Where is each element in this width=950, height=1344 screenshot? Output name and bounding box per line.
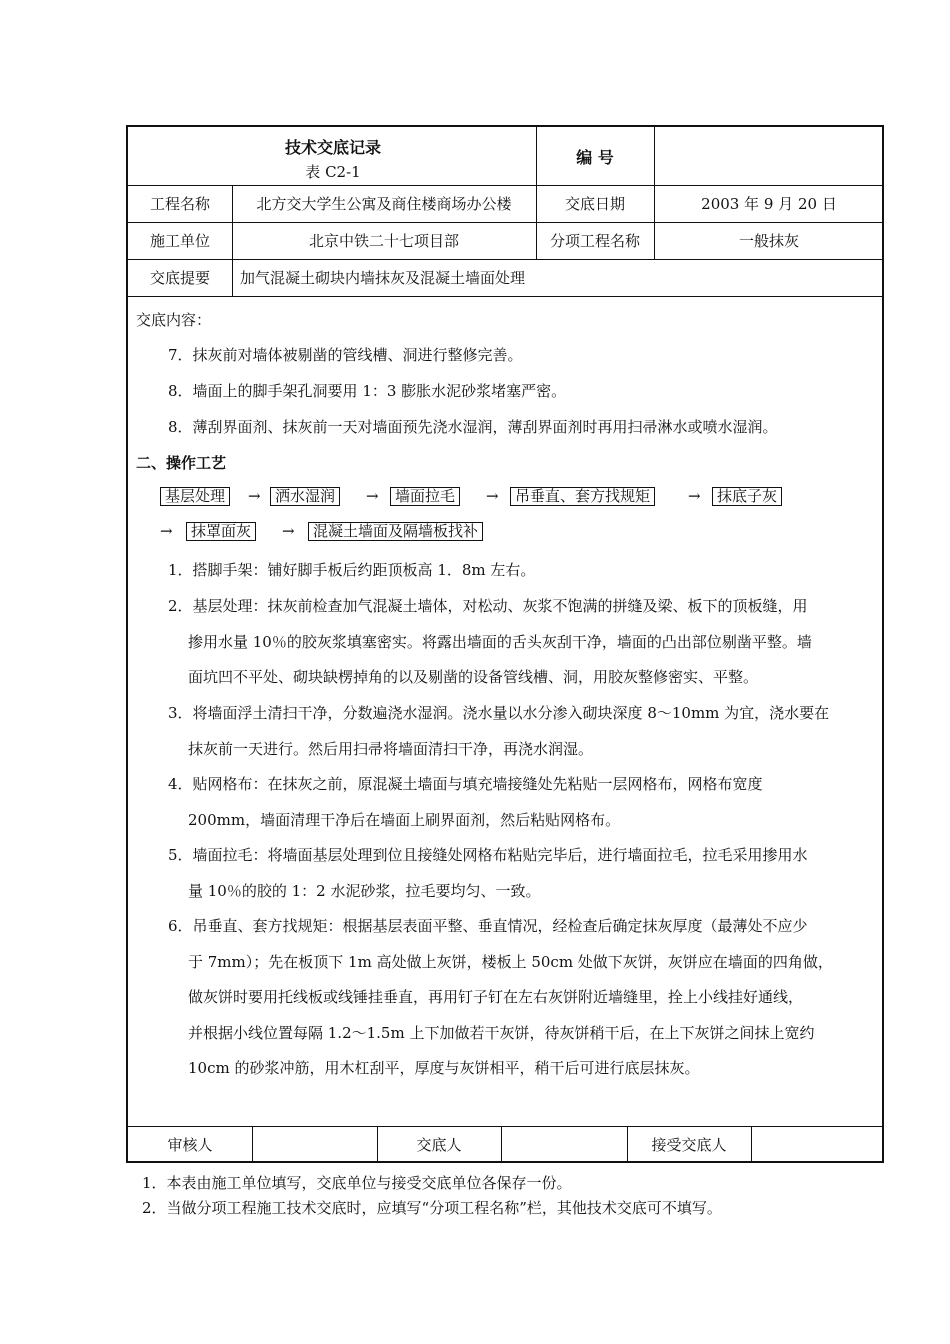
form-code: 表 C2-1 xyxy=(305,163,361,181)
receiver-value[interactable] xyxy=(751,1126,884,1163)
receiver-label: 接受交底人 xyxy=(651,1136,727,1154)
list-item: 8．薄刮界面剂、抹灰前一天对墙面预先浇水湿润，薄刮界面剂时再用扫帚淋水或喷水湿润。 xyxy=(168,418,778,436)
reviewer-label: 审核人 xyxy=(167,1136,213,1154)
disclosure-form xyxy=(126,125,884,1163)
flow-step: 吊垂直、套方找规矩 xyxy=(510,487,655,506)
paragraph-line: 面坑凹不平处、砌块缺楞掉角的以及剔凿的设备管线槽、洞，用胶灰整修密实、平整。 xyxy=(188,668,759,686)
date-value: 2003 年 9 月 20 日 xyxy=(701,195,837,213)
paragraph-line: 量 10％的胶的 1：2 水泥砂浆，拉毛要均匀、一致。 xyxy=(188,882,541,900)
paragraph-line: 200mm，墙面清理干净后在墙面上刷界面剂，然后粘贴网格布。 xyxy=(188,811,621,829)
flow-step: 墙面拉毛 xyxy=(390,487,460,506)
note-line: 1．本表由施工单位填写，交底单位与接受交底单位各保存一份。 xyxy=(142,1174,572,1192)
unit-value: 北京中铁二十七项目部 xyxy=(308,232,459,250)
date-label: 交底日期 xyxy=(564,195,625,213)
content-heading: 交底内容： xyxy=(136,311,212,329)
paragraph-line: 3．将墙面浮土清扫干净，分数遍浇水湿润。浇水量以水分渗入砌块深度 8～10mm 为宜，浇水要在 xyxy=(168,704,830,722)
unit-label: 施工单位 xyxy=(149,232,210,250)
section-heading: 二、操作工艺 xyxy=(136,454,227,472)
project-value: 北方交大学生公寓及商住楼商场办公楼 xyxy=(256,195,512,213)
flow-step: 混凝土墙面及隔墙板找补 xyxy=(308,522,483,541)
paragraph-line: 2．基层处理：抹灰前检查加气混凝土墙体，对松动、灰浆不饱满的拼缝及梁、板下的顶板缝，用 xyxy=(168,597,808,615)
arrow-icon: → xyxy=(486,487,499,505)
discloser-value[interactable] xyxy=(501,1126,627,1163)
sub-project-label: 分项工程名称 xyxy=(549,232,640,250)
arrow-icon: → xyxy=(688,487,701,505)
arrow-icon: → xyxy=(282,522,295,540)
paragraph-line: 抹灰前一天进行。然后用扫帚将墙面清扫干净，再浇水润湿。 xyxy=(188,740,594,758)
flow-step: 抹底子灰 xyxy=(712,487,782,506)
flow-step: 洒水湿润 xyxy=(270,487,340,506)
project-label: 工程名称 xyxy=(149,195,210,213)
number-label: 编 号 xyxy=(576,147,614,167)
paragraph-line: 1．搭脚手架：铺好脚手板后约距顶板高 1．8m 左右。 xyxy=(168,561,536,579)
discloser-label: 交底人 xyxy=(416,1136,462,1154)
summary-label: 交底提要 xyxy=(149,269,210,287)
paragraph-line: 5．墙面拉毛：将墙面基层处理到位且接缝处网格布粘贴完毕后，进行墙面拉毛，拉毛采用掺用水 xyxy=(168,846,808,864)
arrow-icon: → xyxy=(160,522,173,540)
arrow-icon: → xyxy=(248,487,261,505)
row-divider xyxy=(128,296,882,297)
paragraph-line: 4．贴网格布：在抹灰之前，原混凝土墙面与填充墙接缝处先粘贴一层网格布，网格布宽度 xyxy=(168,775,763,793)
flow-step: 抹罩面灰 xyxy=(186,522,256,541)
flow-step: 基层处理 xyxy=(160,487,230,506)
note-line: 2．当做分项工程施工技术交底时，应填写“分项工程名称”栏，其他技术交底可不填写。 xyxy=(142,1199,722,1217)
form-title: 技术交底记录 xyxy=(284,138,381,157)
reviewer-value[interactable] xyxy=(252,1126,377,1163)
paragraph-line: 并根据小线位置每隔 1.2～1.5m 上下加做若干灰饼，待灰饼稍干后，在上下灰饼之间抹上宽约 xyxy=(188,1024,815,1042)
paragraph-line: 做灰饼时要用托线板或线锤挂垂直，再用钉子钉在左右灰饼附近墙缝里，拴上小线挂好通线， xyxy=(188,988,804,1006)
summary-value: 加气混凝土砌块内墙抹灰及混凝土墙面处理 xyxy=(240,269,526,287)
arrow-icon: → xyxy=(366,487,379,505)
paragraph-line: 掺用水量 10％的胶灰浆填塞密实。将露出墙面的舌头灰刮干净，墙面的凸出部位剔凿平整。墙 xyxy=(188,633,812,651)
paragraph-line: 6．吊垂直、套方找规矩：根据基层表面平整、垂直情况，经检查后确定抹灰厚度（最薄处不应少 xyxy=(168,917,808,935)
paragraph-line: 于 7mm）；先在板顶下 1m 高处做上灰饼，楼板上 50cm 处做下灰饼，灰饼应在墙面的四角做， xyxy=(188,953,833,971)
paragraph-line: 10cm 的砂浆冲筋，用木杠刮平，厚度与灰饼相平，稍干后可进行底层抹灰。 xyxy=(188,1059,700,1077)
sub-project-value: 一般抹灰 xyxy=(738,232,799,250)
number-value[interactable] xyxy=(654,127,884,185)
list-item: 7．抹灰前对墙体被剔凿的管线槽、洞进行整修完善。 xyxy=(168,346,523,364)
list-item: 8．墙面上的脚手架孔洞要用 1：3 膨胀水泥砂浆堵塞严密。 xyxy=(168,382,567,400)
